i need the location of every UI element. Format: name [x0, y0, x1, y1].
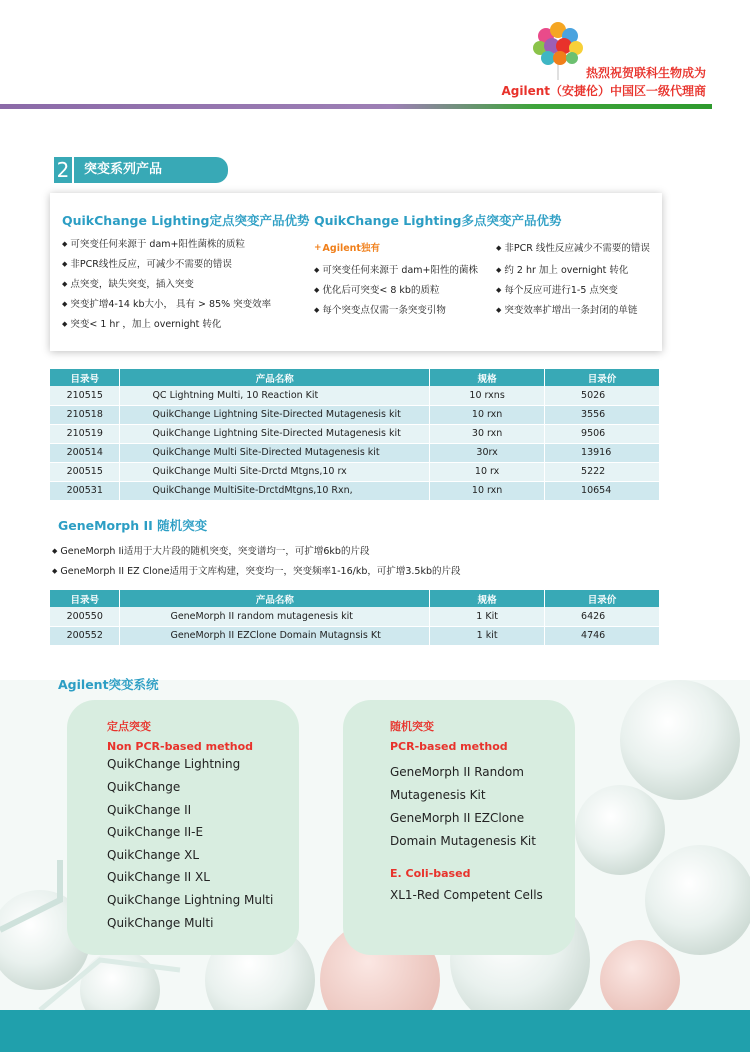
col-header-product: 产品名称: [120, 369, 430, 386]
non-pcr-method-label: Non PCR-based method: [107, 740, 254, 753]
right-advantages-title: QuikChange Lighting多点突变产品优势: [314, 213, 562, 228]
table-header-row: [50, 590, 660, 607]
left-advantage-item: ◆ 突变< 1 hr ，加上 overnight 转化: [62, 316, 221, 330]
footer-bar: [0, 1010, 750, 1052]
catalog-number: 210518: [50, 405, 120, 424]
section-tab: [54, 157, 228, 183]
list-item: QuikChange Lightning Multi: [107, 893, 274, 907]
product-spec: 30 rxn: [430, 424, 545, 443]
product-spec: 1 Kit: [430, 607, 545, 626]
col-header-price: 目录价: [545, 369, 660, 386]
col-header-price: 目录价: [545, 590, 660, 607]
header-divider: [0, 104, 712, 109]
product-price: 5026: [545, 386, 660, 405]
list-item: Mutagenesis Kit: [390, 788, 486, 802]
right-advantage-item: ◆ 非PCR 线性反应减少不需要的错误: [496, 240, 650, 254]
genemorph-bullet: ◆ GeneMorph Ii适用于大片段的随机突变，突变谱均一，可扩增6kb的片段: [52, 543, 369, 557]
product-price: 6426: [545, 607, 660, 626]
list-item: XL1-Red Competent Cells: [390, 888, 543, 902]
catalog-number: 210519: [50, 424, 120, 443]
right-advantage-item: ◆ 每个反应可进行1-5 点突变: [496, 282, 618, 296]
catalog-number: 200531: [50, 481, 120, 500]
product-price: 9506: [545, 424, 660, 443]
product-name: QuikChange MultiSite-DrctdMtgns,10 Rxn,: [120, 481, 430, 500]
product-name: QuikChange Multi Site-Directed Mutagenesis kit: [120, 443, 430, 462]
right-advantage-item: ◆ 约 2 hr 加上 overnight 转化: [496, 262, 628, 276]
product-price: 5222: [545, 462, 660, 481]
table-row: [50, 405, 660, 424]
quikchange-price-table: [50, 369, 660, 501]
agilent-exclusive-badge: + Agilent独有: [314, 240, 380, 254]
right-advantage-item: ◆ 突变效率扩增出一条封闭的单链: [496, 302, 637, 316]
advantages-card: [50, 193, 662, 351]
list-item: QuikChange II-E: [107, 825, 204, 839]
col-header-catalog: 目录号: [50, 590, 120, 607]
list-item: QuikChange II XL: [107, 870, 210, 884]
list-item: GeneMorph II EZClone: [390, 811, 525, 825]
product-price: 4746: [545, 626, 660, 645]
header-congrats: 热烈祝贺联科生物成为: [585, 66, 706, 80]
site-directed-box: [67, 700, 299, 955]
product-name: QuikChange Lightning Site-Directed Mutagenesis kit: [120, 424, 430, 443]
product-spec: 30rx: [430, 443, 545, 462]
list-item: QuikChange: [107, 780, 181, 794]
header-agent: Agilent（安捷伦）中国区一级代理商: [501, 84, 706, 98]
product-spec: 10 rxns: [430, 386, 545, 405]
genemorph-bullet: ◆ GeneMorph II EZ Clone适用于文库构建，突变均一，突变频率1-16/kb，可扩增3.5kb的片段: [52, 563, 461, 577]
list-item: Domain Mutagenesis Kit: [390, 834, 536, 848]
product-spec: 1 kit: [430, 626, 545, 645]
product-name: GeneMorph II EZClone Domain Mutagnsis Kt: [120, 626, 430, 645]
product-spec: 10 rx: [430, 462, 545, 481]
left-advantage-item: ◆ 突变扩增4-14 kb大小， 具有 > 85% 突变效率: [62, 296, 271, 310]
list-item: GeneMorph II Random: [390, 765, 524, 779]
col-header-product: 产品名称: [120, 590, 430, 607]
catalog-number: 200514: [50, 443, 120, 462]
table-row: [50, 607, 660, 626]
table-row: [50, 443, 660, 462]
system-title: Agilent突变系统: [58, 677, 159, 692]
random-mutation-box: [343, 700, 575, 955]
right-advantage-item: ◆ 优化后可突变< 8 kb的质粒: [314, 282, 439, 296]
pcr-method-label: PCR-based method: [390, 740, 508, 753]
balloons-icon: [528, 20, 588, 82]
left-advantage-item: ◆ 点突变，缺失突变，插入突变: [62, 276, 194, 290]
section-number: 2: [54, 157, 74, 183]
ecoli-method-label: E. Coli-based: [390, 867, 471, 880]
genemorph-title: GeneMorph II 随机突变: [58, 518, 208, 533]
product-name: QuikChange Lightning Site-Directed Mutagenesis kit: [120, 405, 430, 424]
product-spec: 10 rxn: [430, 405, 545, 424]
left-advantages-title: QuikChange Lighting定点突变产品优势: [62, 213, 310, 228]
list-item: QuikChange II: [107, 803, 192, 817]
catalog-number: 210515: [50, 386, 120, 405]
product-price: 3556: [545, 405, 660, 424]
catalog-number: 200515: [50, 462, 120, 481]
product-name: QC Lightning Multi, 10 Reaction Kit: [120, 386, 430, 405]
table-header-row: [50, 369, 660, 386]
left-advantage-item: ◆ 可突变任何来源于 dam+阳性菌株的质粒: [62, 236, 245, 250]
table-row: [50, 481, 660, 500]
product-name: GeneMorph II random mutagenesis kit: [120, 607, 430, 626]
catalog-number: 200550: [50, 607, 120, 626]
product-spec: 10 rxn: [430, 481, 545, 500]
list-item: QuikChange Multi: [107, 916, 214, 930]
right-advantage-item: ◆ 可突变任何来源于 dam+阳性的菌株: [314, 262, 478, 276]
list-item: QuikChange XL: [107, 848, 199, 862]
list-item: QuikChange Lightning: [107, 757, 241, 771]
product-name: QuikChange Multi Site-Drctd Mtgns,10 rx: [120, 462, 430, 481]
product-price: 13916: [545, 443, 660, 462]
table-row: [50, 462, 660, 481]
random-mutation-heading: 随机突变: [390, 720, 434, 733]
left-advantage-item: ◆ 非PCR线性反应，可减少不需要的错误: [62, 256, 232, 270]
col-header-spec: 规格: [430, 590, 545, 607]
product-price: 10654: [545, 481, 660, 500]
genemorph-price-table: [50, 590, 660, 646]
col-header-catalog: 目录号: [50, 369, 120, 386]
site-directed-heading: 定点突变: [107, 720, 151, 733]
col-header-spec: 规格: [430, 369, 545, 386]
catalog-number: 200552: [50, 626, 120, 645]
section-title: 突变系列产品: [84, 162, 163, 177]
right-advantage-item: ◆ 每个突变点仅需一条突变引物: [314, 302, 446, 316]
table-row: [50, 424, 660, 443]
table-row: [50, 386, 660, 405]
table-row: [50, 626, 660, 645]
